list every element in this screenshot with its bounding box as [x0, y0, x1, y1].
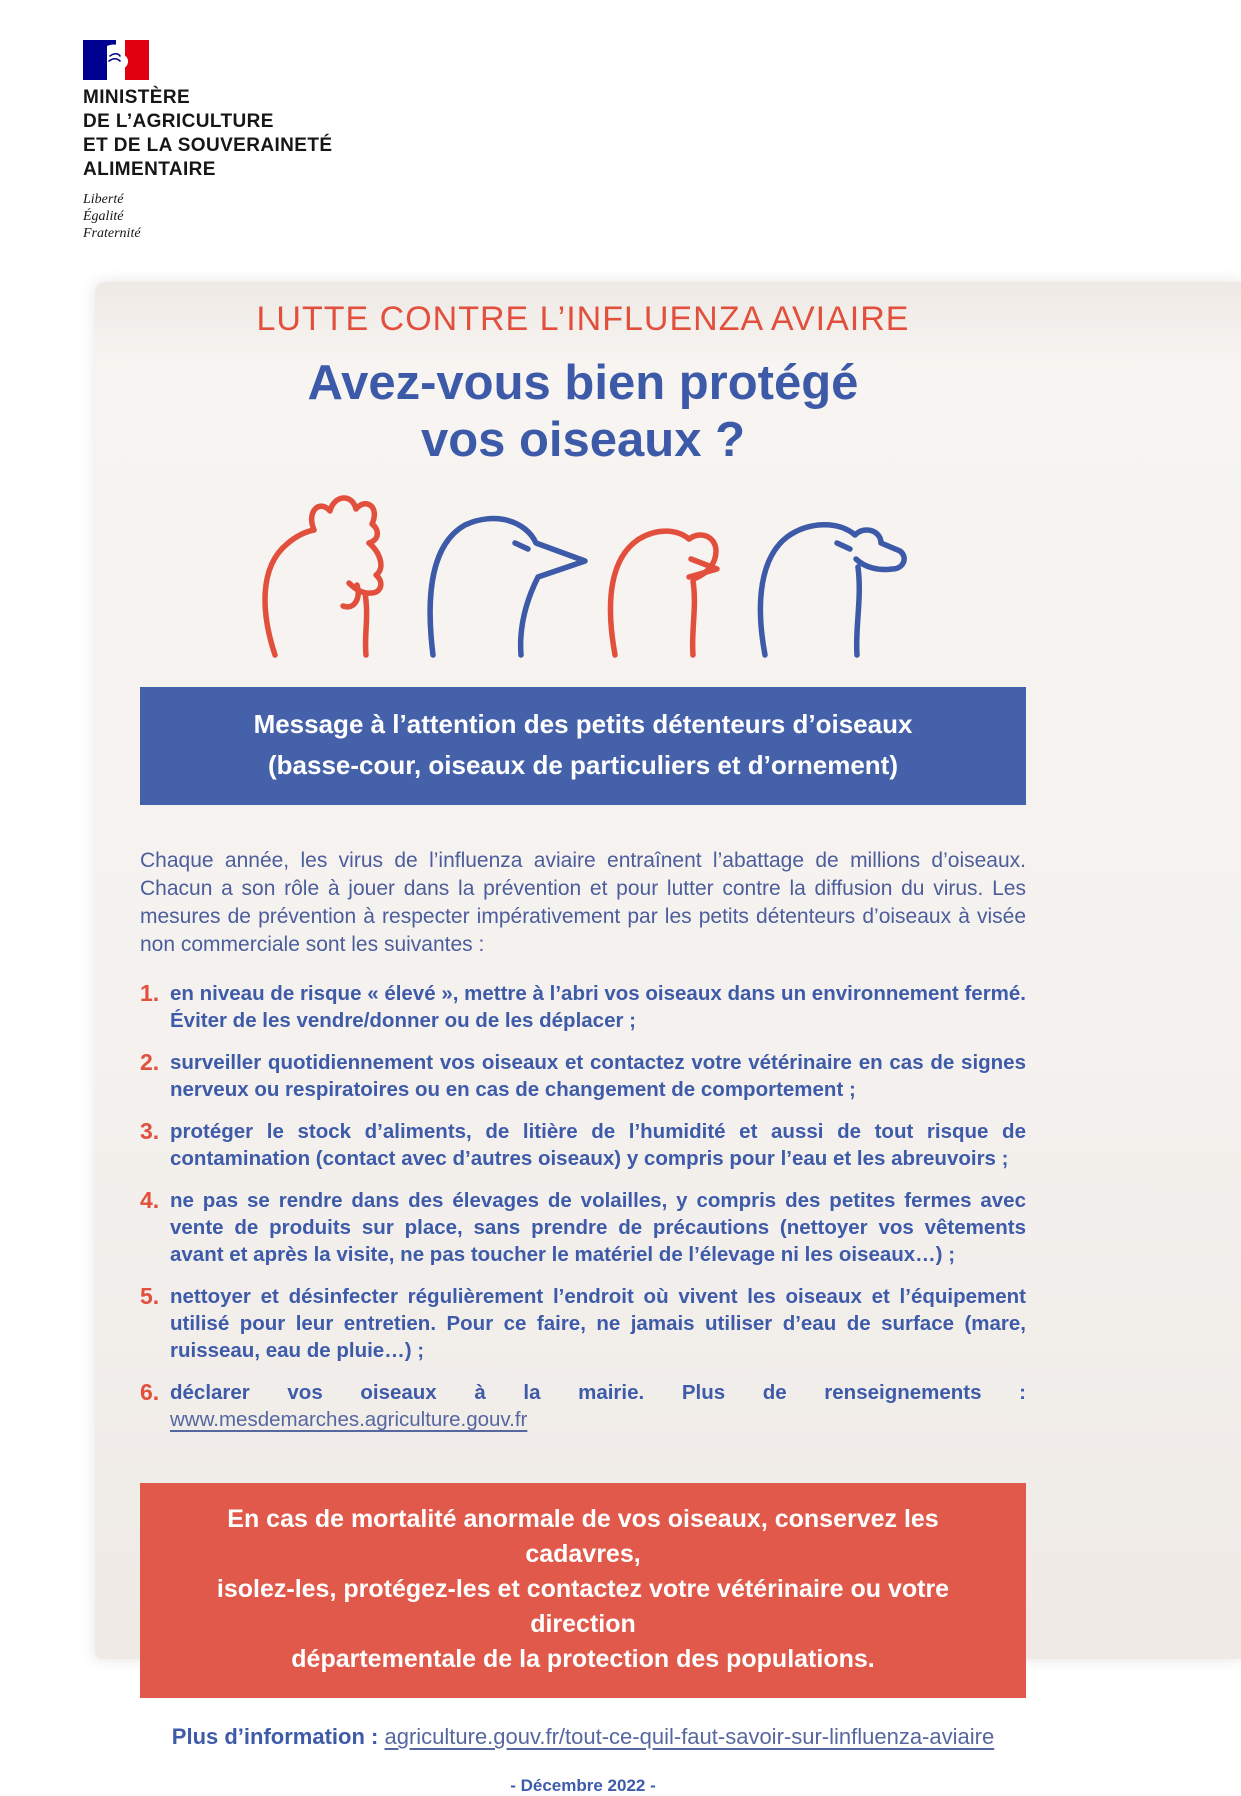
- list-item-number: 1.: [140, 980, 160, 1006]
- flyer-card: [95, 282, 1241, 1795]
- list-item-text: en niveau de risque « élevé », mettre à l’abri vos oiseaux dans un environnement fermé. Éviter de les vendre/donner ou de les déplacer ;: [170, 982, 1026, 1032]
- ministry-line: DE L’AGRICULTURE: [83, 111, 274, 132]
- duck-icon: [760, 525, 904, 655]
- chicken-icon: [265, 498, 381, 655]
- page-title-line: vos oiseaux ?: [420, 413, 746, 467]
- list-item-text: déclarer vos oiseaux à la mairie. Plus de renseignements : www.mesdemarches.agriculture.gouv.fr: [170, 1381, 1026, 1431]
- list-item: [140, 1049, 1026, 1103]
- list-item-number: 2.: [140, 1049, 160, 1075]
- motto-line: Égalité: [83, 209, 124, 224]
- list-item-number: 6.: [140, 1379, 160, 1405]
- turkey-icon: [610, 531, 717, 655]
- list-item: [140, 1118, 1026, 1172]
- republic-motto: [83, 191, 332, 242]
- ministry-logo: [83, 40, 332, 242]
- ministry-line: ALIMENTAIRE: [83, 159, 216, 180]
- measures-list: [140, 980, 1026, 1433]
- list-item: [140, 1379, 1026, 1433]
- motto-line: Liberté: [83, 192, 124, 207]
- more-info-label: Plus d’information :: [171, 1724, 379, 1749]
- intro-paragraph: Chaque année, les virus de l’influenza aviaire entraînent l’abattage de millions d’oiseaux. Chacun a son rôle à jouer dans la prévention et pour lutter contre la diffusion du virus. Les mesures de prévention à respecter impérativement par les petits détenteurs d’oiseaux à visée non commerciale sont les suivantes :: [140, 849, 1026, 956]
- goose-icon: [430, 519, 585, 655]
- list-item-number: 3.: [140, 1118, 160, 1144]
- list-item-text: nettoyer et désinfecter régulièrement l’endroit où vivent les oiseaux et l’équipement utilisé pour leur entretien. Pour ce faire, ne jamais utiliser d’eau de surface (mare, ruisseau, eau de pluie…) ;: [170, 1285, 1026, 1362]
- list-item: [140, 980, 1026, 1034]
- more-info-row: [140, 1724, 1026, 1750]
- audience-banner-line: Message à l’attention des petits détenteurs d’oiseaux: [253, 709, 913, 739]
- audience-banner: [140, 687, 1026, 805]
- list-item-text: ne pas se rendre dans des élevages de volailles, y compris des petites fermes avec vente de produits sur place, sans prendre de précautions (nettoyer vos vêtements avant et après la visite, ne pas toucher le matériel de l’élevage ni les oiseaux…) ;: [170, 1189, 1026, 1266]
- document-date: - Décembre 2022 -: [510, 1776, 656, 1795]
- more-info-link[interactable]: agriculture.gouv.fr/tout-ce-quil-faut-savoir-sur-linfluenza-aviaire: [384, 1724, 995, 1749]
- alert-line: départementale de la protection des populations.: [291, 1645, 875, 1673]
- ministry-line: MINISTÈRE: [83, 87, 191, 108]
- audience-banner-line: (basse-cour, oiseaux de particuliers et d’ornement): [268, 750, 898, 780]
- alert-line: isolez-les, protégez-les et contactez votre vétérinaire ou votre direction: [216, 1575, 950, 1638]
- mesdemarches-link[interactable]: www.mesdemarches.agriculture.gouv.fr: [170, 1408, 528, 1431]
- kicker-title: LUTTE CONTRE L’INFLUENZA AVIAIRE: [256, 300, 910, 338]
- page-title: [140, 355, 1026, 469]
- list-item-number: 5.: [140, 1283, 160, 1309]
- page-title-line: Avez-vous bien protégé: [307, 356, 859, 410]
- french-flag-marianne-icon: [83, 40, 149, 80]
- list-item-number: 4.: [140, 1187, 160, 1213]
- list-item: [140, 1187, 1026, 1268]
- alert-line: En cas de mortalité anormale de vos oiseaux, conservez les cadavres,: [227, 1505, 939, 1568]
- motto-line: Fraternité: [83, 226, 141, 241]
- ministry-name: [83, 86, 332, 182]
- list-item: [140, 1283, 1026, 1364]
- list-item-text: surveiller quotidiennement vos oiseaux et contactez votre vétérinaire en cas de signes nerveux ou respiratoires ou en cas de changement de comportement ;: [170, 1051, 1026, 1101]
- mortality-alert-banner: [140, 1483, 1026, 1698]
- list-item-text: protéger le stock d’aliments, de litière de l’humidité et aussi de tout risque de contamination (contact avec d’autres oiseaux) y compris pour l’eau et les abreuvoirs ;: [170, 1120, 1026, 1170]
- birds-illustration: [253, 481, 913, 659]
- ministry-line: ET DE LA SOUVERAINETÉ: [83, 135, 333, 156]
